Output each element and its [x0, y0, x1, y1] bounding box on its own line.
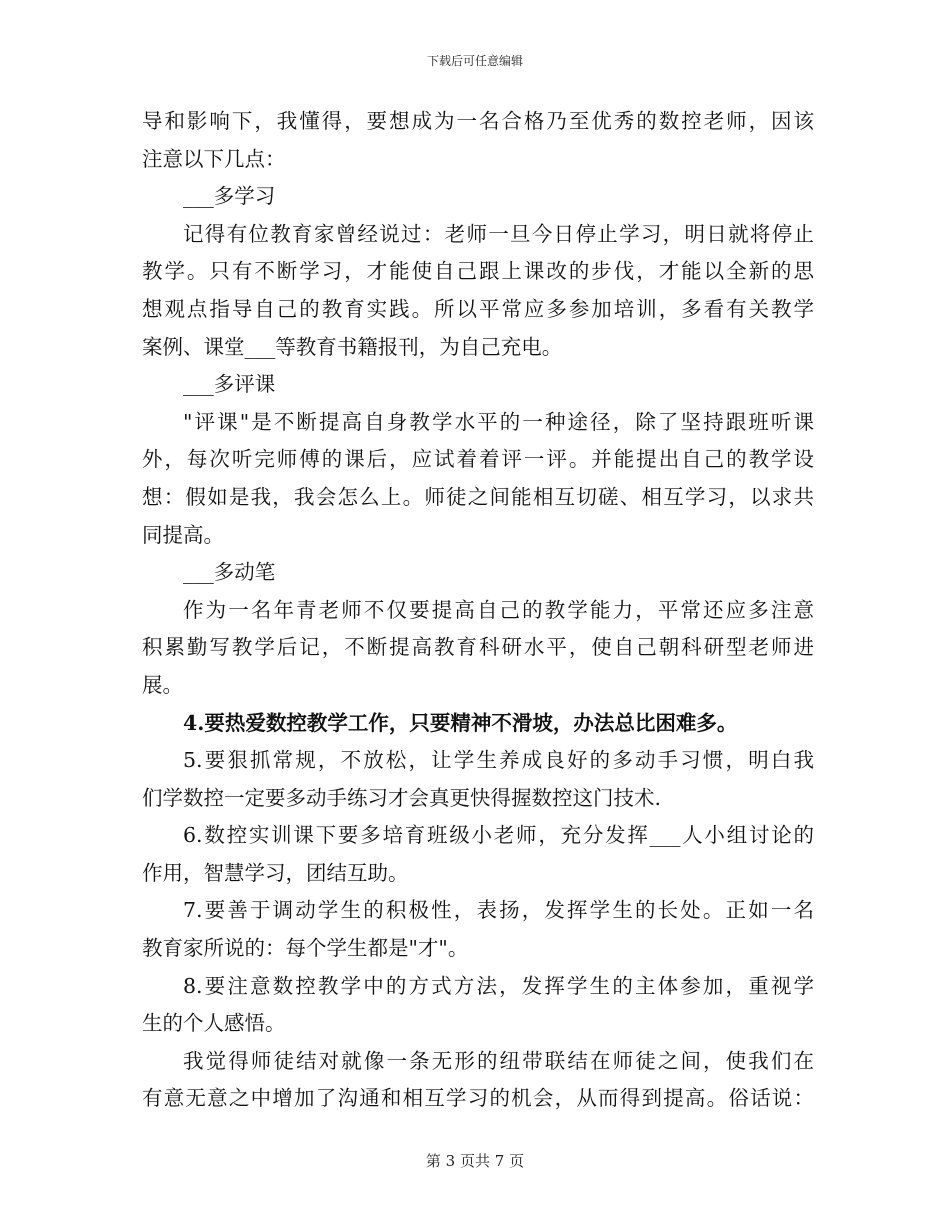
body-line: 教学。只有不断学习，才能使自己跟上课改的步伐，才能以全新的思 — [142, 259, 814, 284]
body-line: 展。 — [142, 672, 183, 697]
section-heading: ___多评课 — [183, 372, 276, 397]
body-line: 8.要注意数控教学中的方式方法，发挥学生的主体参加，重视学 — [183, 973, 814, 998]
body-line: 同提高。 — [142, 522, 224, 547]
body-line: 外，每次听完师傅的课后，应试着着评一评。并能提出自己的教学设 — [142, 447, 814, 472]
body-line: 5.要狠抓常规，不放松，让学生养成良好的多动手习惯，明白我 — [183, 748, 814, 773]
body-line: 作为一名年青老师不仅要提高自己的教学能力，平常还应多注意 — [183, 597, 814, 622]
page-header: 下载后可任意编辑 — [426, 54, 523, 68]
document-body — [142, 103, 814, 1118]
body-line: 案例、课堂___等教育书籍报刊，为自己充电。 — [142, 334, 563, 359]
body-line: 6.数控实训课下要多培育班级小老师，充分发挥___人小组讨论的 — [183, 823, 814, 848]
section-heading: ___多学习 — [183, 184, 276, 209]
body-line: 作用，智慧学习，团结互助。 — [142, 860, 409, 885]
body-line: 有意无意之中增加了沟通和相互学习的机会，从而得到提高。俗话说： — [142, 1086, 814, 1111]
body-line: 积累勤写教学后记，不断提高教育科研水平，使自己朝科研型老师进 — [142, 635, 814, 660]
section-heading: ___多动笔 — [183, 560, 276, 585]
bold-point: 4.要热爱数控教学工作，只要精神不滑坡，办法总比困难多。 — [183, 710, 738, 735]
body-line: "评课"是不断提高自身教学水平的一种途径，除了坚持跟班听课 — [183, 409, 814, 434]
body-line: 们学数控一定要多动手练习才会真更快得握数控这门技术. — [142, 785, 662, 810]
body-line: 想观点指导自己的教育实践。所以平常应多参加培训，多看有关教学 — [142, 296, 814, 321]
page-footer: 第 3 页共 7 页 — [425, 1152, 525, 1170]
body-line: 想：假如是我，我会怎么上。师徒之间能相互切磋、相互学习，以求共 — [142, 484, 814, 509]
body-line: 7.要善于调动学生的积极性，表扬，发挥学生的长处。正如一名 — [183, 898, 814, 923]
body-line: 教育家所说的：每个学生都是"才"。 — [142, 936, 469, 961]
body-line: 记得有位教育家曾经说过：老师一旦今日停止学习，明日就将停止 — [183, 221, 814, 246]
body-line: 生的个人感悟。 — [142, 1011, 286, 1036]
body-line: 注意以下几点： — [142, 146, 286, 171]
body-line: 导和影响下，我懂得，要想成为一名合格乃至优秀的数控老师，因该 — [142, 109, 814, 133]
body-line: 我觉得师徒结对就像一条无形的纽带联结在师徒之间，使我们在 — [183, 1048, 814, 1073]
